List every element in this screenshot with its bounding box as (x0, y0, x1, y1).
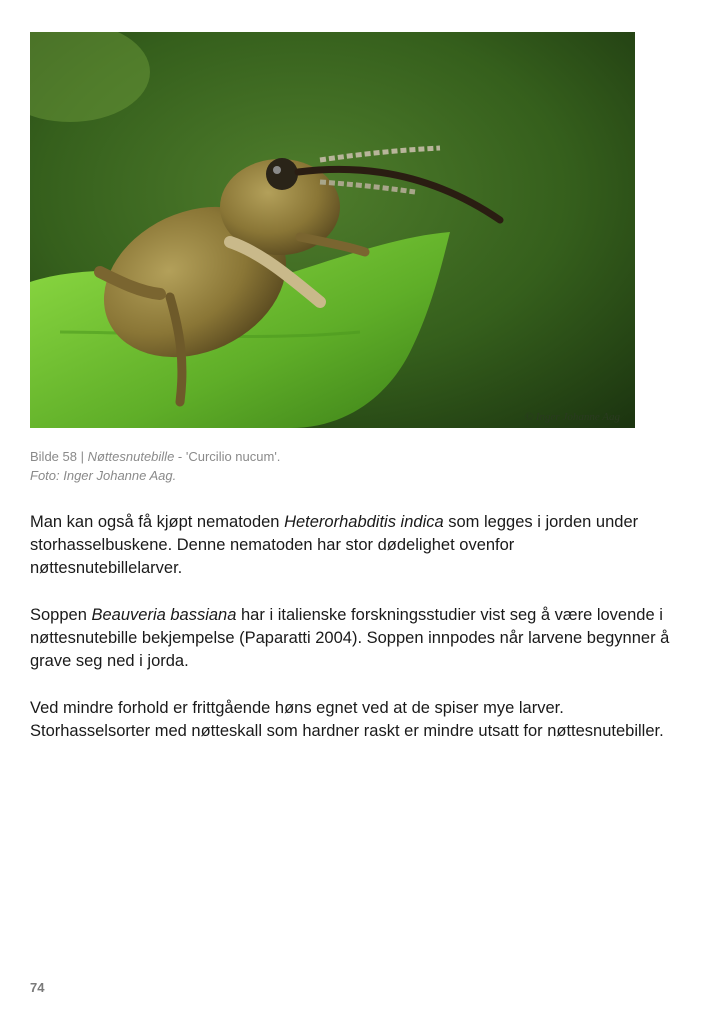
caption-name: Nøttesnutebille (87, 449, 175, 464)
caption-latin: 'Curcilio nucum'. (185, 449, 281, 464)
caption-credit: Foto: Inger Johanne Aag. (30, 468, 177, 483)
photo-watermark: © Inger Johanne Aag (524, 411, 620, 423)
paragraph-1: Man kan også få kjøpt nematoden Heterorhabditis indica som legges i jorden under storhasselbuskene. Denne nematoden har stor dødelighet ovenfor nøttesnutebillelarver. (30, 513, 639, 577)
body-text (30, 511, 670, 767)
caption-label: Bilde 58 | (30, 449, 88, 464)
figure-caption (30, 447, 650, 485)
caption-separator: - (174, 449, 186, 464)
weevil-illustration (30, 32, 635, 428)
caption-line-1 (30, 447, 650, 466)
paragraph-3: Ved mindre forhold er frittgående høns egnet ved at de spiser mye larver. Storhasselsorter med nøtteskall som hardner raskt er mindre utsatt for nøttesnutebiller. (30, 699, 664, 740)
page-number: 74 (30, 980, 45, 995)
weevil-photo (30, 32, 635, 428)
paragraph-2: Soppen Beauveria bassiana har i italienske forskningsstudier vist seg å være lovende i nøttesnutebille bekjempelse (Paparatti 2004). Soppen innpodes når larvene begynner å grave seg ned i jorda. (30, 606, 670, 670)
